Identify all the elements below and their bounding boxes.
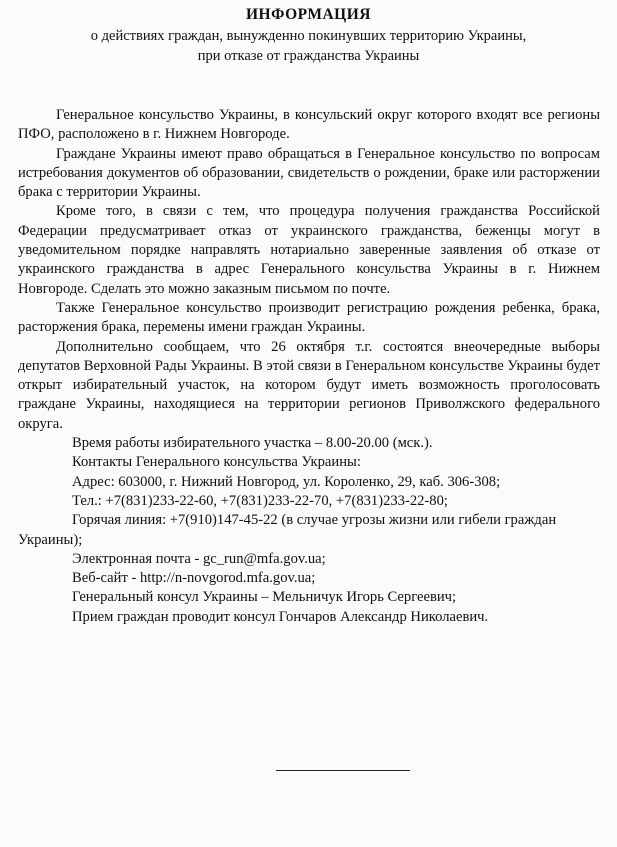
paragraph-elections: Дополнительно сообщаем, что 26 октября т.г. состоятся внеочередные выборы депутатов Верховной Рады Украины. В этой связи в Генеральном консульстве Украины будет открыт избирательный участок, на котором будут иметь возможность проголосовать граждане Украины, находящиеся на территории регионов Приволжского федерального округа. [18,338,600,432]
polling-hours: Время работы избирательного участка – 8.00-20.00 (мск.). [72,435,433,452]
paragraph-citizen-rights: Граждане Украины имеют право обращаться в Генеральное консульство по вопросам истребования документов об образовании, свидетельств о рождении, браке или расторжении брака с территории Украины. [18,145,600,201]
document-title: ИНФОРМАЦИЯ [246,6,371,23]
contacts-heading: Контакты Генерального консульства Украины: [72,454,361,471]
closing-rule [276,770,410,771]
paragraph-civil-registration: Также Генеральное консульство производит регистрацию рождения ребенка, брака, расторжения брака, перемены имени граждан Украины. [18,299,600,336]
document-body [18,106,600,627]
contact-hotline: Горячая линия: +7(910)147-45-22 (в случае угрозы жизни или гибели граждан Украины); [18,512,557,548]
contact-address: Адрес: 603000, г. Нижний Новгород, ул. Короленко, 29, каб. 306-308; [72,473,501,490]
document-subtitle-line-1: о действиях граждан, вынужденно покинувших территорию Украины, [90,28,527,44]
contact-phones: Тел.: +7(831)233-22-60, +7(831)233-22-70, +7(831)233-22-80; [72,492,448,509]
contact-email: Электронная почта - gc_run@mfa.gov.ua; [72,550,326,567]
document-subtitle-line-2: при отказе от гражданства Украины [197,48,420,64]
paragraph-citizenship-renunciation: Кроме того, в связи с тем, что процедура получения гражданства Российской Федерации предусматривает отказ от украинского гражданства, беженцы могут в уведомительном порядке направлять нотариально заверенные заявления об отказе от украинского гражданства в адрес Генерального консульства Украины в г. Нижнем Новгороде. Сделать это можно заказным письмом по почте. [18,203,600,297]
reception-consul: Прием граждан проводит консул Гончаров Александр Николаевич. [72,608,489,625]
contact-website: Веб-сайт - http://n-novgorod.mfa.gov.ua; [72,570,316,587]
paragraph-consulate-location: Генеральное консульство Украины, в консульский округ которого входят все регионы ПФО, расположено в г. Нижнем Новгороде. [18,107,600,143]
consul-general: Генеральный консул Украины – Мельничук Игорь Сергеевич; [72,589,457,606]
